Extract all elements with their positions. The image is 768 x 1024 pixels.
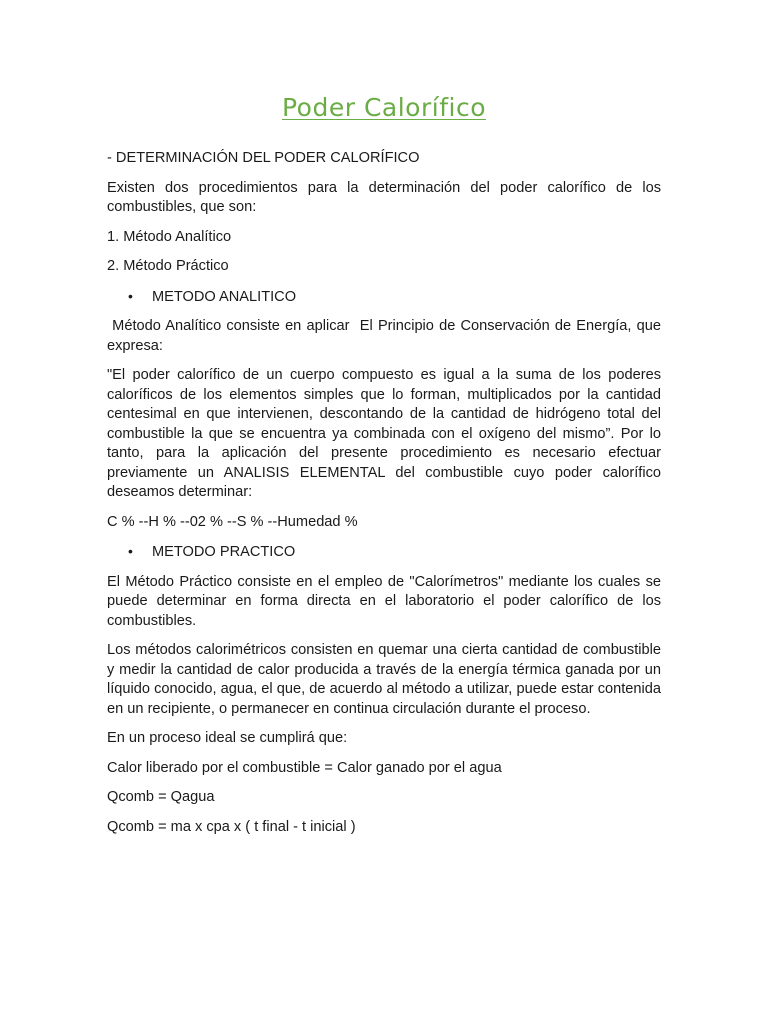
page-title: Poder Calorífico bbox=[282, 93, 486, 122]
ideal-process-line: En un proceso ideal se cumplirá que: bbox=[107, 730, 348, 746]
document-body bbox=[107, 90, 666, 847]
bullet-dot-icon: • bbox=[128, 543, 133, 559]
composition-line: C % --H % --02 % --S % --Humedad % bbox=[107, 513, 358, 530]
equation-q-equality: Qcomb = Qagua bbox=[107, 789, 215, 805]
practico-intro-paragraph: El Método Práctico consiste en el empleo de "Calorímetros" mediante los cuales se puede determinar en forma directa en el laboratorio el poder calorífico de los combustibles. bbox=[107, 573, 661, 629]
analitico-intro-paragraph: Método Analítico consiste en aplicar El Principio de Conservación de Energía, que expresa: bbox=[107, 318, 666, 354]
bullet-metodo-practico bbox=[107, 542, 661, 563]
equation-q-formula: Qcomb = ma x cpa x ( t final - t inicial ) bbox=[107, 818, 356, 835]
practico-detail-paragraph: Los métodos calorimétricos consisten en quemar una cierta cantidad de combustible y medir la cantidad de calor producida a través de la energía térmica ganada por un líquido conocido, agua, el que, de acuerdo al método a utilizar, puede estar contenida en un recipiente, o permanecer en continua circulación durante el proceso. bbox=[107, 642, 661, 717]
list-item-analitico: 1. Método Analítico bbox=[107, 228, 232, 245]
list-item-practico: 2. Método Práctico bbox=[107, 258, 229, 274]
bullet-dot-icon: • bbox=[128, 287, 133, 304]
analitico-quote-paragraph: "El poder calorífico de un cuerpo compuesto es igual a la suma de los poderes caloríficos de los elementos simples que lo forman, multiplicados por la cantidad centesimal en que intervienen, descontando de la cantidad de hidrógeno total del combustible la que se encuentra ya combinada con el oxígeno del mismo”. Por lo tanto, para la aplicación del presente procedimiento es necesario efectuar previamente un ANALISIS ELEMENTAL del combustible cuyo poder calorífico deseamos determinar: bbox=[107, 367, 661, 500]
intro-paragraph: Existen dos procedimientos para la determinación del poder calorífico de los combustibles, que son: bbox=[107, 179, 661, 215]
equation-heat-balance: Calor liberado por el combustible = Calor ganado por el agua bbox=[107, 759, 502, 776]
bullet-metodo-analitico bbox=[107, 287, 661, 308]
bullet-label: METODO PRACTICO bbox=[152, 544, 296, 560]
bullet-label: METODO ANALITICO bbox=[152, 288, 297, 305]
section-heading: - DETERMINACIÓN DEL PODER CALORÍFICO bbox=[107, 150, 420, 166]
